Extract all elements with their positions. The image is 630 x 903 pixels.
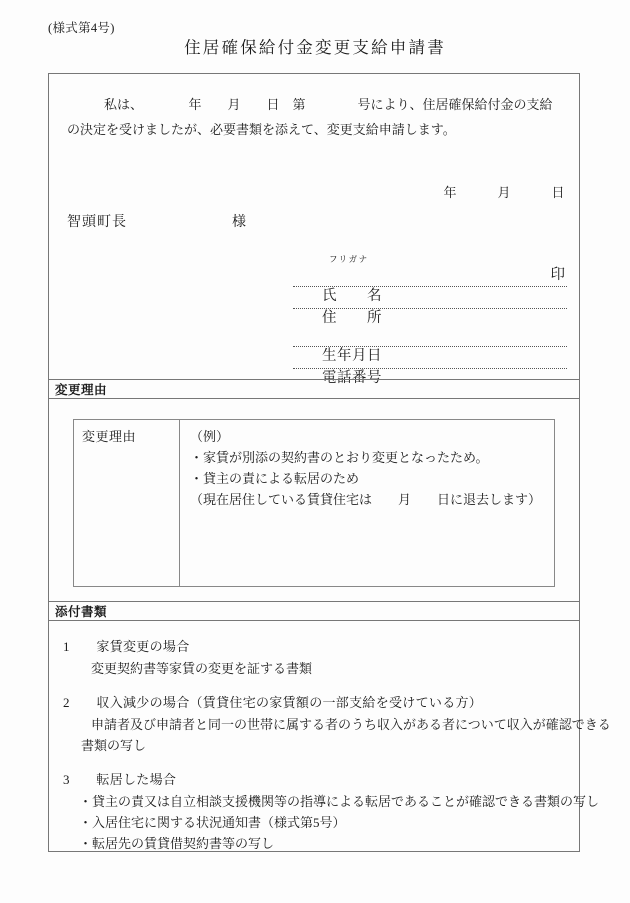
address-label: 住 所	[322, 310, 382, 326]
birthdate-label: 生年月日	[322, 348, 382, 364]
attachment-item-1-detail-0: 変更契約書等家賃の変更を証する書類	[91, 661, 313, 676]
section-header-attachments	[49, 601, 579, 621]
attachment-item-3-bullet-1: ・入居住宅に関する状況通知書（様式第5号）	[79, 815, 346, 830]
seal-mark-label: 印	[550, 267, 565, 283]
furigana-label: フリガナ	[329, 254, 369, 264]
section-header-attachments-title: 添付書類	[55, 604, 108, 619]
reason-table-label-cell: 変更理由	[74, 420, 180, 586]
applicant-field-group	[293, 254, 567, 386]
reason-example-line-1: ・家賃が別添の契約書のとおり変更となったため。	[190, 450, 489, 465]
reason-example-line-0: （例）	[190, 429, 230, 444]
declaration-line-1: 私は、 年 月 日 第 号により、住居確保給付金の支給	[91, 97, 553, 112]
attachment-item-2-detail-0: 申請者及び申請者と同一の世帯に属する者のうち収入がある者について収入が確認できる	[91, 717, 611, 732]
birthdate-field-row[interactable]	[293, 325, 567, 364]
attachment-item-3-bullet-0: ・貸主の責又は自立相談支援機関等の指導による転居であることが確認できる書類の写し	[79, 794, 600, 809]
name-field-row[interactable]	[293, 265, 567, 304]
submission-date-line: 年 月 日	[443, 185, 565, 200]
reason-table-content-cell[interactable]	[180, 420, 554, 586]
attachments-list	[63, 636, 611, 867]
attachment-item-2	[63, 692, 611, 756]
declaration-paragraph	[67, 92, 567, 142]
address-field-row[interactable]	[293, 287, 567, 326]
attachment-item-1	[63, 636, 571, 679]
attachment-item-2-heading: 2 収入減少の場合（賃貸住宅の家賃額の一部支給を受けている方）	[63, 695, 483, 710]
reason-example-line-3: （現在居住している賃貸住宅は 月 日に退去します）	[190, 492, 542, 507]
applicant-field-spacer	[293, 309, 567, 325]
section-header-reason-title: 変更理由	[55, 382, 108, 397]
attachment-item-3-heading: 3 転居した場合	[63, 772, 177, 787]
attachment-item-3	[63, 769, 600, 854]
attachment-item-3-bullet-2: ・転居先の賃貸借契約書等の写し	[79, 836, 275, 851]
declaration-line-2: の決定を受けましたが、必要書類を添えて、変更支給申請します。	[67, 122, 456, 137]
form-outer-frame	[48, 73, 611, 852]
addressee-line: 智頭町長 様	[67, 215, 247, 230]
attachment-item-2-detail-1: 書類の写し	[81, 738, 147, 753]
document-title: 住居確保給付金変更支給申請書	[184, 38, 446, 57]
phone-field-row[interactable]	[293, 347, 567, 386]
attachment-item-1-heading: 1 家賃変更の場合	[63, 639, 190, 654]
reason-table	[73, 419, 555, 587]
name-label: 氏 名	[322, 288, 382, 304]
form-code-label: (様式第4号)	[48, 21, 115, 35]
phone-label: 電話番号	[322, 370, 382, 386]
section-header-reason	[49, 379, 579, 399]
reason-example-line-2: ・貸主の責による転居のため	[190, 471, 360, 486]
